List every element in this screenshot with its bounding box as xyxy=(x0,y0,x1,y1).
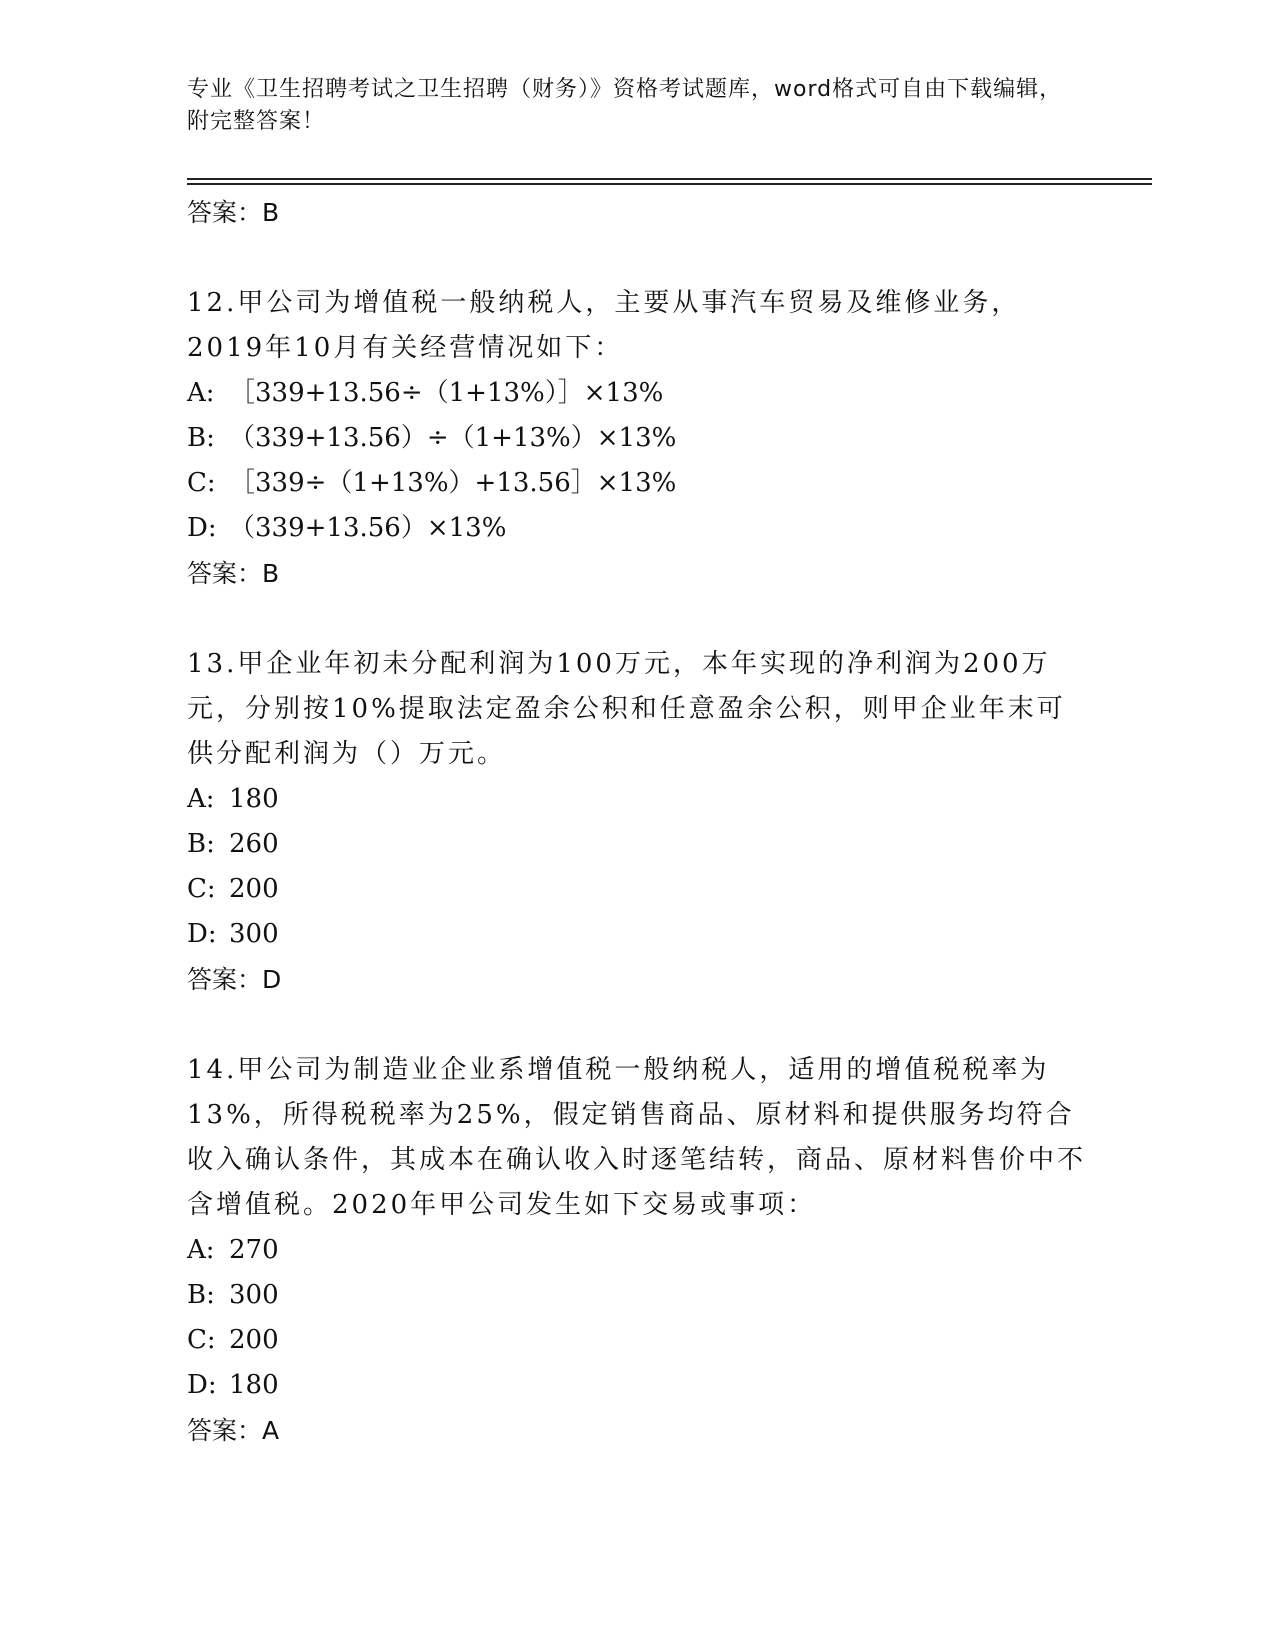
option-letter: D: xyxy=(187,919,217,949)
option-text: （339+13.56）÷（1+13%）×13% xyxy=(229,423,677,453)
header-divider xyxy=(187,178,1152,180)
document-header: 专业《卫生招聘考试之卫生招聘（财务）》资格考试题库，word格式可自由下载编辑，附完整答案！ xyxy=(187,77,1063,134)
option-letter: D: xyxy=(187,513,217,543)
option-letter: B: xyxy=(187,423,215,453)
option-text: 200 xyxy=(229,1325,279,1355)
option-text: 200 xyxy=(229,874,279,904)
option-a xyxy=(187,371,1107,416)
answer-line: 答案：D xyxy=(187,965,282,994)
option-b xyxy=(187,822,1107,867)
option-b xyxy=(187,1273,1107,1318)
answer-line: 答案：B xyxy=(187,559,280,588)
question-14 xyxy=(187,1048,1107,1453)
option-text: 180 xyxy=(229,1370,279,1400)
question-stem: 13.甲企业年初未分配利润为100万元，本年实现的净利润为200万元，分别按10%提取法定盈余公积和任意盈余公积，则甲企业年末可供分配利润为（）万元。 xyxy=(187,649,1066,769)
option-letter: D: xyxy=(187,1370,217,1400)
option-letter: C: xyxy=(187,468,216,498)
option-text: ［339+13.56÷（1+13%）］×13% xyxy=(229,378,664,408)
option-d xyxy=(187,912,1107,957)
previous-answer: 答案：B xyxy=(187,198,280,227)
option-c xyxy=(187,867,1107,912)
header-divider-double xyxy=(187,183,1152,185)
question-stem: 14.甲公司为制造业企业系增值税一般纳税人，适用的增值税税率为13%，所得税税率为25%，假定销售商品、原材料和提供服务均符合收入确认条件，其成本在确认收入时逐笔结转，商品、原材料售价中不含增值税。2020年甲公司发生如下交易或事项： xyxy=(187,1055,1087,1220)
option-letter: A: xyxy=(187,1235,215,1265)
option-letter: A: xyxy=(187,784,215,814)
option-d xyxy=(187,506,1107,551)
option-c xyxy=(187,461,1107,506)
option-b xyxy=(187,416,1107,461)
option-letter: B: xyxy=(187,829,215,859)
option-letter: A: xyxy=(187,378,215,408)
answer-line: 答案：A xyxy=(187,1416,280,1445)
option-text: 270 xyxy=(229,1235,279,1265)
option-text: 300 xyxy=(229,919,279,949)
option-d xyxy=(187,1363,1107,1408)
question-13 xyxy=(187,642,1107,1002)
option-a xyxy=(187,777,1107,822)
option-letter: C: xyxy=(187,874,216,904)
option-letter: C: xyxy=(187,1325,216,1355)
option-c xyxy=(187,1318,1107,1363)
option-text: 260 xyxy=(229,829,279,859)
question-stem: 12.甲公司为增值税一般纳税人，主要从事汽车贸易及维修业务，2019年10月有关经营情况如下： xyxy=(187,288,1021,363)
option-a xyxy=(187,1228,1107,1273)
option-text: 300 xyxy=(229,1280,279,1310)
option-letter: B: xyxy=(187,1280,215,1310)
option-text: （339+13.56）×13% xyxy=(229,513,507,543)
option-text: 180 xyxy=(229,784,279,814)
question-list xyxy=(187,190,1107,1453)
question-12 xyxy=(187,281,1107,596)
option-text: ［339÷（1+13%）+13.56］×13% xyxy=(229,468,677,498)
